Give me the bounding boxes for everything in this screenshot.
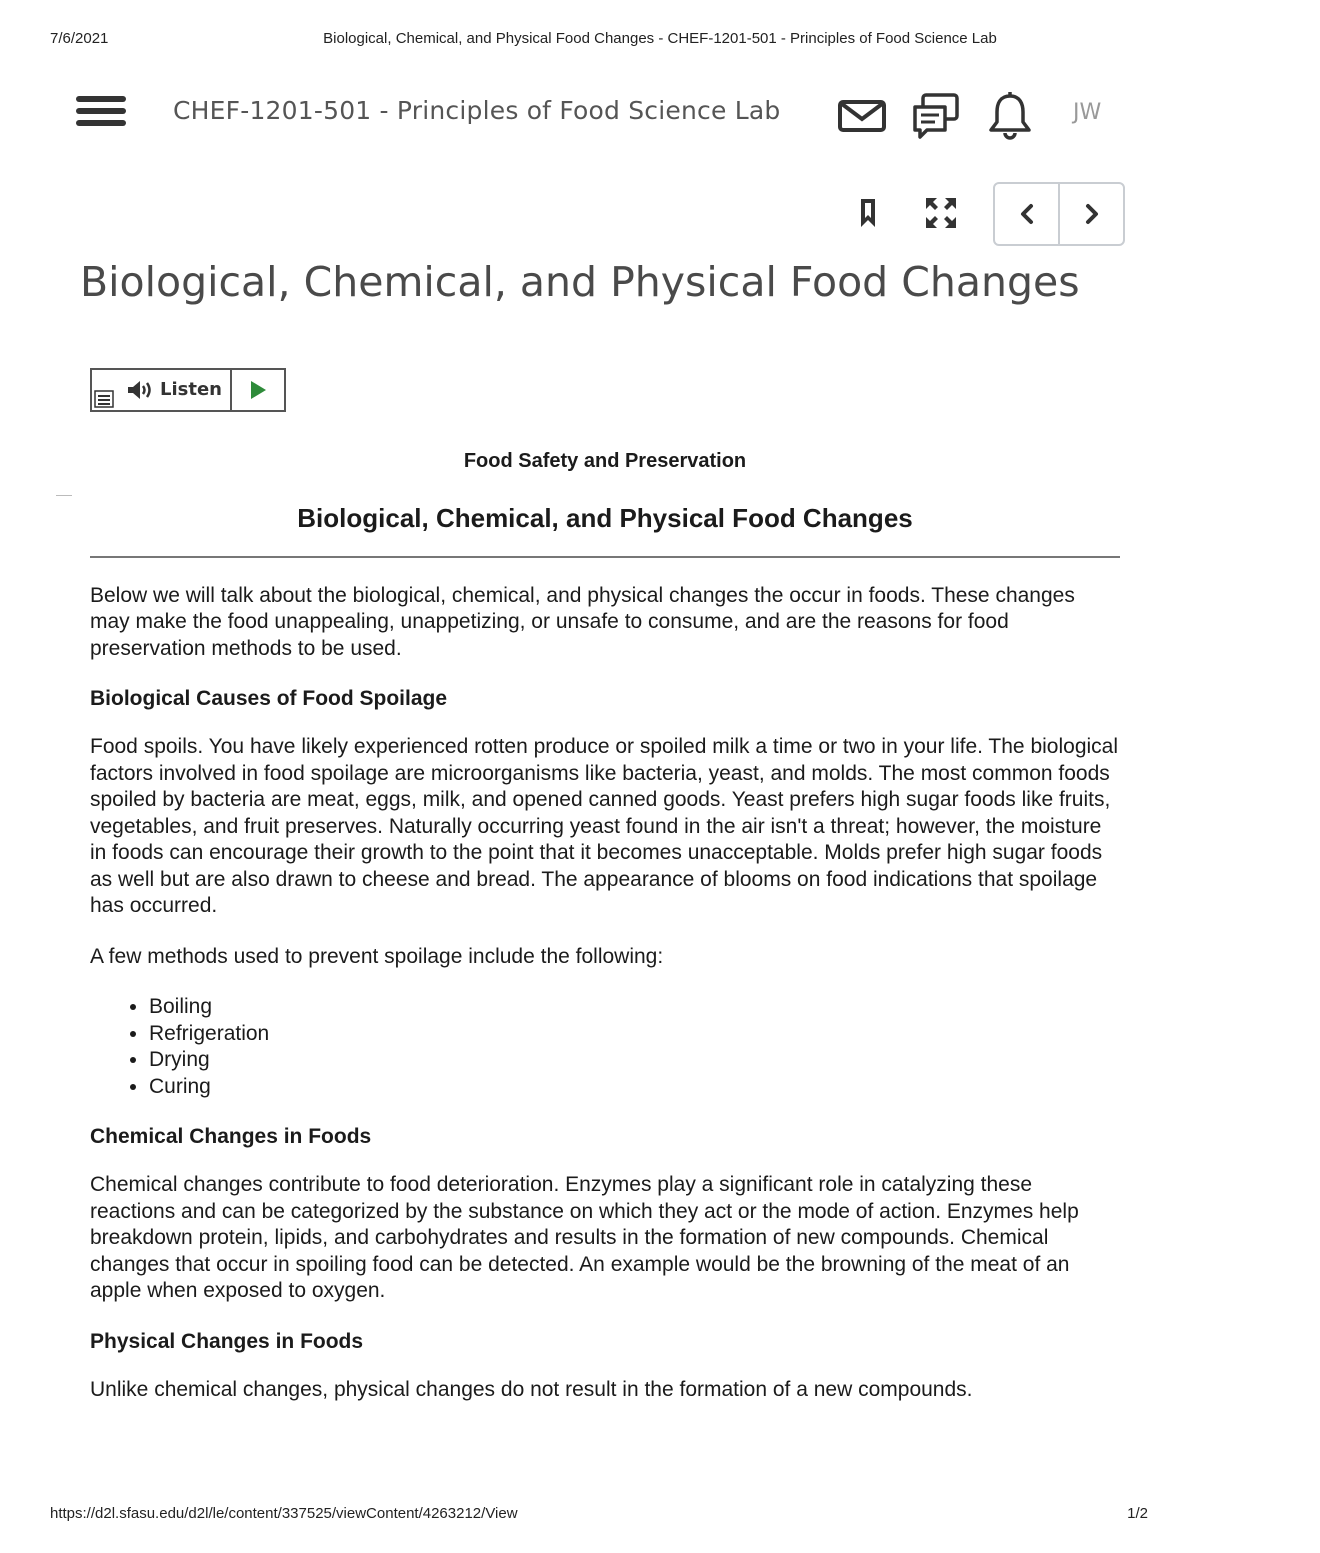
- content-toolbar: [0, 182, 1200, 246]
- mail-icon[interactable]: [837, 90, 887, 140]
- list-item: • Curing: [149, 1074, 1120, 1101]
- page-title: Biological, Chemical, and Physical Food Changes: [80, 258, 1080, 306]
- section-heading-physical: Physical Changes in Foods: [90, 1329, 364, 1353]
- speaker-icon: [126, 379, 154, 401]
- methods-list: [90, 994, 1120, 1100]
- intro-paragraph: Below we will talk about the biological, chemical, and physical changes the occur in foods. These changes may make the food unappealing, unappetizing, or unsafe to consume, and are the reasons for food preservation methods to be used.: [90, 583, 1075, 660]
- section-heading-biological: Biological Causes of Food Spoilage: [90, 687, 448, 711]
- print-title: Biological, Chemical, and Physical Food Changes - CHEF-1201-501 - Principles of Food Science Lab: [323, 30, 997, 47]
- menu-icon[interactable]: [76, 96, 126, 136]
- list-item: • Drying: [149, 1047, 1120, 1074]
- listen-label: Listen: [160, 379, 222, 400]
- listen-menu-icon[interactable]: [94, 390, 114, 408]
- section-heading-chemical: Chemical Changes in Foods: [90, 1125, 372, 1149]
- listen-widget: [90, 368, 286, 412]
- print-url: https://d2l.sfasu.edu/d2l/le/content/337525/viewContent/4263212/View: [50, 1505, 518, 1522]
- topic-navigation: [993, 182, 1125, 246]
- bookmark-icon[interactable]: [851, 196, 885, 230]
- user-avatar[interactable]: JW: [1073, 100, 1102, 125]
- physical-paragraph-cut: Unlike chemical changes, physical changes do not result in the formation of a new compounds.: [90, 1377, 973, 1401]
- print-page-number: 1/2: [1127, 1505, 1148, 1522]
- horizontal-rule: [90, 556, 1120, 558]
- chemical-paragraph: Chemical changes contribute to food deterioration. Enzymes play a significant role in catalyzing these reactions and can be categorized by the substance on which they act or the mode of action. Enzymes help breakdown protein, lipids, and carbohydrates and results in the formation of new compounds. Chemical changes that occur in spoiling food can be detected. An example would be the browning of the meat of an apple when exposed to oxygen.: [90, 1173, 1079, 1303]
- list-item: • Refrigeration: [149, 1021, 1120, 1048]
- divider-mark: [56, 495, 72, 496]
- top-navbar: [0, 80, 1200, 150]
- methods-intro: A few methods used to prevent spoilage include the following:: [90, 944, 664, 968]
- print-header: [0, 30, 1200, 50]
- course-title[interactable]: CHEF-1201-501 - Principles of Food Science Lab: [173, 96, 781, 125]
- content-subtitle: Food Safety and Preservation: [463, 450, 747, 472]
- chat-icon[interactable]: [911, 90, 961, 140]
- fullscreen-icon[interactable]: [924, 196, 958, 230]
- print-date: 7/6/2021: [50, 30, 109, 47]
- play-button[interactable]: [232, 370, 284, 410]
- chevron-left-icon: [1016, 203, 1038, 225]
- list-item: • Boiling: [149, 994, 1120, 1021]
- bell-icon[interactable]: [985, 90, 1035, 140]
- content-body: [90, 448, 1120, 1401]
- chevron-right-icon: [1081, 203, 1103, 225]
- previous-topic-button[interactable]: [995, 184, 1058, 244]
- content-heading: Biological, Chemical, and Physical Food Changes: [297, 503, 913, 533]
- play-icon: [249, 380, 267, 400]
- biological-paragraph: Food spoils. You have likely experienced rotten produce or spoiled milk a time or two in your life. The biological factors involved in food spoilage are microorganisms like bacteria, yeast, and molds. The most common foods spoiled by bacteria are meat, eggs, milk, and opened canned goods. Yeast prefers high sugar foods like fruits, vegetables, and fruit preserves. Naturally occurring yeast found in the air isn't a threat; however, the moisture in foods can encourage their growth to the point that it becomes unacceptable. Molds prefer high sugar foods as well but are also drawn to cheese and bread. The appearance of blooms on food indications that spoilage has occurred.: [90, 735, 1119, 918]
- next-topic-button[interactable]: [1058, 184, 1123, 244]
- listen-button[interactable]: [92, 370, 232, 410]
